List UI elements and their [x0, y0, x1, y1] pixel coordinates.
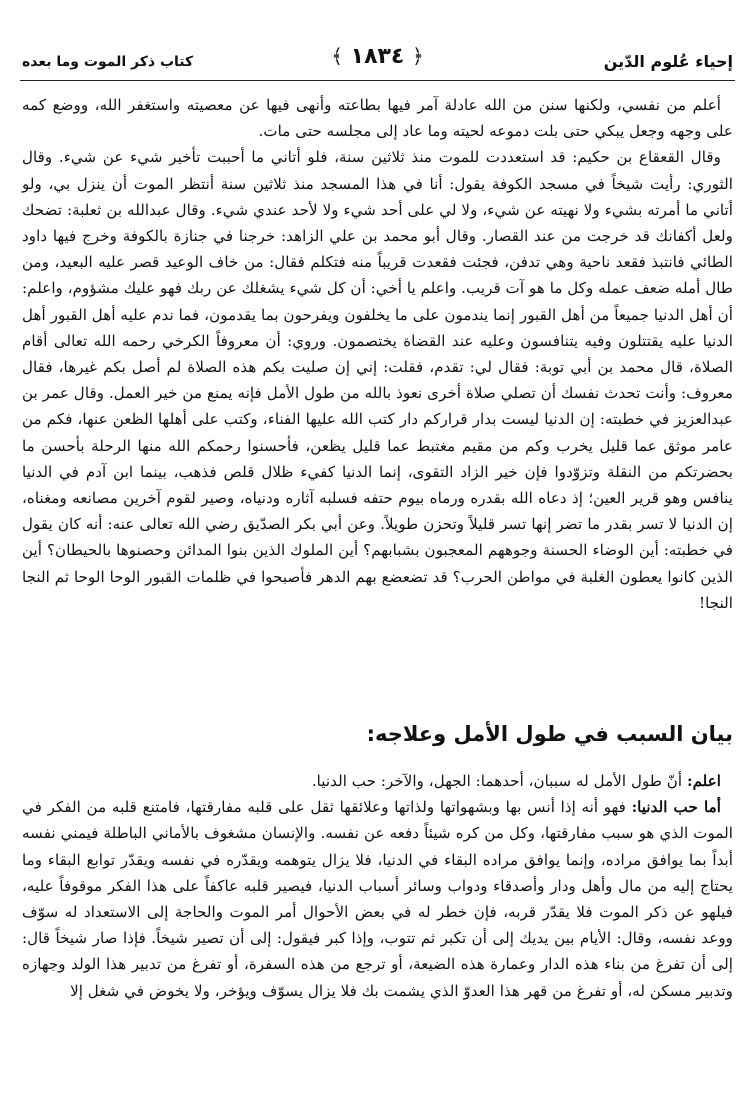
lead-term: اعلم:	[686, 772, 721, 790]
section-heading: بيان السبب في طول الأمل وعلاجه:	[366, 722, 733, 746]
paragraph-text: فهو أنه إذا أنس بها وبشهواتها ولذاتها وعلائقها ثقل على قلبه مفارقتها، فامتنع قلبه من الفكر في الموت الذي هو سبب مفارقتها، وكل من كره شيئاً دفعه عن نفسه. والإنسان مشغوف بالأماني الباطلة فيمني نفسه أبداً بما يوافق مراده، وإنما يوافق مراده البقاء في الدنيا، فلا يزال يتوهمه ويقدّره في نفسه ويقدّر توابع البقاء وما يحتاج إليه من مال وأهل ودار وأصدقاء ودواب وسائر أسباب الدنيا، فيصير قلبه عاكفاً على هذا الفكر موقوفاً عليه، فيلهو عن ذكر الموت فلا يقدّر قربه، فإن خطر له في بعض الأحوال أمر الموت والحاجة إلى الاستعداد له سوّف ووعد نفسه، وقال: الأيام بين يديك إلى أن تكبر ثم تتوب، وإذا كبر فيقول: إلى أن تصير شيخاً. فإذا صار شيخاً قال: إلى أن تفرغ من بناء هذه الدار وعمارة هذه الضيعة، أو ترجع من هذه السفرة، أو تفرغ من تدبير هذا الولد وجهازه وتدبير مسكن له، أو تفرغ من قهر هذا العدوّ الذي يشمت بك فلا يزال يسوّف ويؤخر، ولا يخوض في شغل إلا	[22, 798, 733, 1000]
book-title: إحياء عُلوم الدّين	[603, 52, 733, 71]
main-text	[22, 92, 733, 616]
paragraph-text: أنّ طول الأمل له سببان، أحدهما: الجهل، والآخر: حب الدنيا.	[311, 772, 687, 790]
header-rule	[20, 80, 735, 81]
section-title: كتاب ذكر الموت وما بعده	[22, 54, 194, 70]
section-paragraph-2	[22, 794, 733, 1004]
lead-term: أما حب الدنيا:	[631, 798, 721, 817]
page-header	[22, 38, 733, 78]
paragraph-2: وقال القعقاع بن حكيم: قد استعددت للموت منذ ثلاثين سنة، فلو أتاني ما أحببت تأخير شيء عن شيء. وقال الثوري: رأيت شيخاً في مسجد الكوفة يقول: أنا في هذا المسجد منذ ثلاثين سنة أنتظر الموت أن ينزل بي، ولو أتاني ما أمرته بشيء ولا نهيته عن شيء، ولا لي على أحد شيء ولا لأحد عندي شيء. وقال عبدالله بن ثعلبة: تضحك ولعل أكفانك قد خرجت من عند القصار. وقال أبو محمد بن علي الزاهد: خرجنا في جنازة بالكوفة وخرج فيها داود الطائي فانتبذ فقعد ناحية وهي تدفن، فجئت فقعدت قريباً منه فتكلم فقال: من خاف الوعيد قصر عليه البعيد، ومن طال أمله ضعف عمله وكل ما هو آت قريب. واعلم يا أخي: أن كل شيء يشغلك عن ربك فهو عليك مشؤوم، واعلم: أن أهل الدنيا جميعاً من أهل القبور إنما يندمون على ما يخلفون ويفرحون بما يقدمون، فما ندم عليه أهل القبور أهل الدنيا عليه يقتتلون وفيه يتنافسون وعليه عند القضاة يختصمون. وروي: أن معروفاً الكرخي رحمه الله تعالى أقام الصلاة، قال محمد بن أبي توبة: فقال لي: تقدم، فقلت: إني إن صليت بكم هذه الصلاة لم أصل بكم غيرها، فقال معروف: وأنت تحدث نفسك أن تصلي صلاة أخرى نعوذ بالله من طول الأمل فإنه يمنع من خير العمل. وقال عمر بن عبدالعزيز في خطبته: إن الدنيا ليست بدار قراركم دار كتب الله عليها الفناء، وكتب على أهلها الظعن عنها، فكم من عامر موثق عما قليل يخرب وكم من مقيم مغتبط عما قليل يظعن، فأحسنوا رحمكم الله منها الرحلة بأحسن ما بحضرتكم من النقلة وتزوّدوا فإن خير الزاد التقوى، إنما الدنيا كفيء ظلال قلص فذهب، بينما ابن آدم في الدنيا ينافس وهو قرير العين؛ إذ دعاه الله بقدره ورماه بيوم حتفه فسلبه آثاره ودنياه، وصير لقوم آخرين مصانعه ومغناه، إن الدنيا لا تسر بقدر ما تضر إنها تسر قليلاً وتحزن طويلاً. وعن أبي بكر الصدّيق رضي الله تعالى عنه: أنه كان يقول في خطبته: أين الوضاء الحسنة وجوههم المعجبون بشبابهم؟ أين الملوك الذين بنوا المدائن وحصنوها بالحيطان؟ أين الذين كانوا يعطون الغلبة في مواطن الحرب؟ قد تضعضع بهم الدهر فأصبحوا في ظلمات القبور الوحا الوحا ثم النجا النجا!	[22, 148, 733, 612]
ornament-right-icon: ﴿	[412, 44, 424, 68]
section-text	[22, 768, 733, 1004]
page-number: ١٨٣٤	[350, 44, 405, 69]
ornament-left-icon: ﴾	[331, 44, 343, 68]
paragraph-1: أعلم من نفسي، ولكنها سنن من الله عادلة آمر فيها بطاعته وأنهى فيها عن معصيته واستغفر الله، ووضع كمه على وجهه وجعل يبكي حتى بلت دموعه لحيته وما عاد إلى مجلسه حتى مات.	[22, 96, 733, 141]
section-paragraph-1	[22, 768, 733, 794]
